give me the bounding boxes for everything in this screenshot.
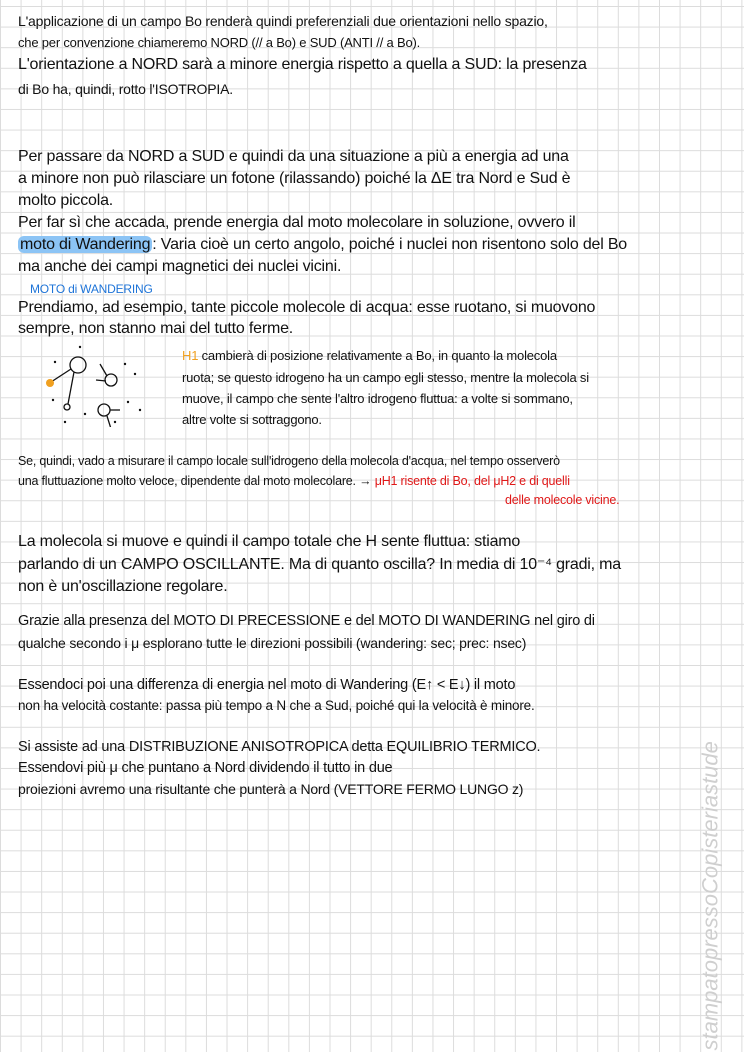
text-line: Per far sì che accada, prende energia dal moto molecolare in soluzione, ovvero il [18,214,576,231]
text-span: una fluttuazione molto veloce, dipendente dal moto molecolare. → [18,474,372,488]
text-line: molto piccola. [18,192,114,209]
highlighted-term: moto di Wandering [20,236,151,253]
text-line [18,472,570,490]
text-line: Se, quindi, vado a misurare il campo locale sull'idrogeno della molecola d'acqua, nel tempo osserverò [18,454,560,468]
text-line: La molecola si muove e quindi il campo totale che H sente fluttua: stiamo [18,533,521,550]
text-line: che per convenzione chiameremo NORD (// a Bo) e SUD (ANTI // a Bo). [18,35,421,50]
text-line: proiezioni avremo una risultante che punterà a Nord (VETTORE FERMO LUNGO z) [18,781,524,797]
water-molecules-diagram [40,342,150,427]
text-line: qualche secondo i μ esplorano tutte le direzioni possibili (wandering: sec; prec: nsec) [18,635,527,651]
text-span: : Varia cioè un certo angolo, poiché i nuclei non risentono solo del Bo [152,236,628,253]
text-line: sempre, non stanno mai del tutto ferme. [18,320,294,337]
section-heading: MOTO di WANDERING [30,282,153,296]
text-line: ruota; se questo idrogeno ha un campo egli stesso, mentre la molecola si [182,370,589,385]
text-line: a minore non può rilasciare un fotone (rilassando) poiché la ΔE tra Nord e Sud è [18,170,571,187]
text-line: L'applicazione di un campo Bo renderà quindi preferenziali due orientazioni nello spazio, [18,13,548,29]
text-line: Grazie alla presenza del MOTO DI PRECESSIONE e del MOTO DI WANDERING nel giro di [18,613,595,629]
text-line: non è un'oscillazione regolare. [18,578,228,595]
text-line: Prendiamo, ad esempio, tante piccole molecole di acqua: esse ruotano, si muovono [18,299,596,316]
red-note: μH1 risente di Bo, del μH2 e di quelli [374,474,570,488]
text-line: Si assiste ad una DISTRIBUZIONE ANISOTROPICA detta EQUILIBRIO TERMICO. [18,739,541,755]
text-line [182,347,557,365]
text-line: muove, il campo che sente l'altro idrogeno fluttua: a volte si sommano, [182,391,573,406]
text-span: cambierà di posizione relativamente a Bo, in quanto la molecola [198,348,557,363]
watermark: stampatopressoCopisteriastude [697,741,723,1051]
text-line: Essendovi più μ che puntano a Nord dividendo il tutto in due [18,760,393,776]
text-line: Essendoci poi una differenza di energia nel moto di Wandering (E↑ < E↓) il moto [18,677,516,693]
text-line: L'orientazione a NORD sarà a minore energia rispetto a quella a SUD: la presenza [18,56,587,73]
text-line: ma anche dei campi magnetici dei nuclei vicini. [18,258,342,275]
hydrogen-atom [46,379,54,387]
h1-label: H1 [182,348,199,363]
text-line: Per passare da NORD a SUD e quindi da una situazione a più a energia ad una [18,148,569,165]
text-line: di Bo ha, quindi, rotto l'ISOTROPIA. [18,81,233,97]
text-line: non ha velocità costante: passa più tempo a N che a Sud, poiché qui la velocità è minore. [18,698,535,713]
red-note: delle molecole vicine. [505,493,620,507]
text-line [18,236,627,254]
text-line: parlando di un CAMPO OSCILLANTE. Ma di quanto oscilla? In media di 10⁻⁴ gradi, ma [18,556,621,573]
text-line: altre volte si sottraggono. [182,412,322,427]
